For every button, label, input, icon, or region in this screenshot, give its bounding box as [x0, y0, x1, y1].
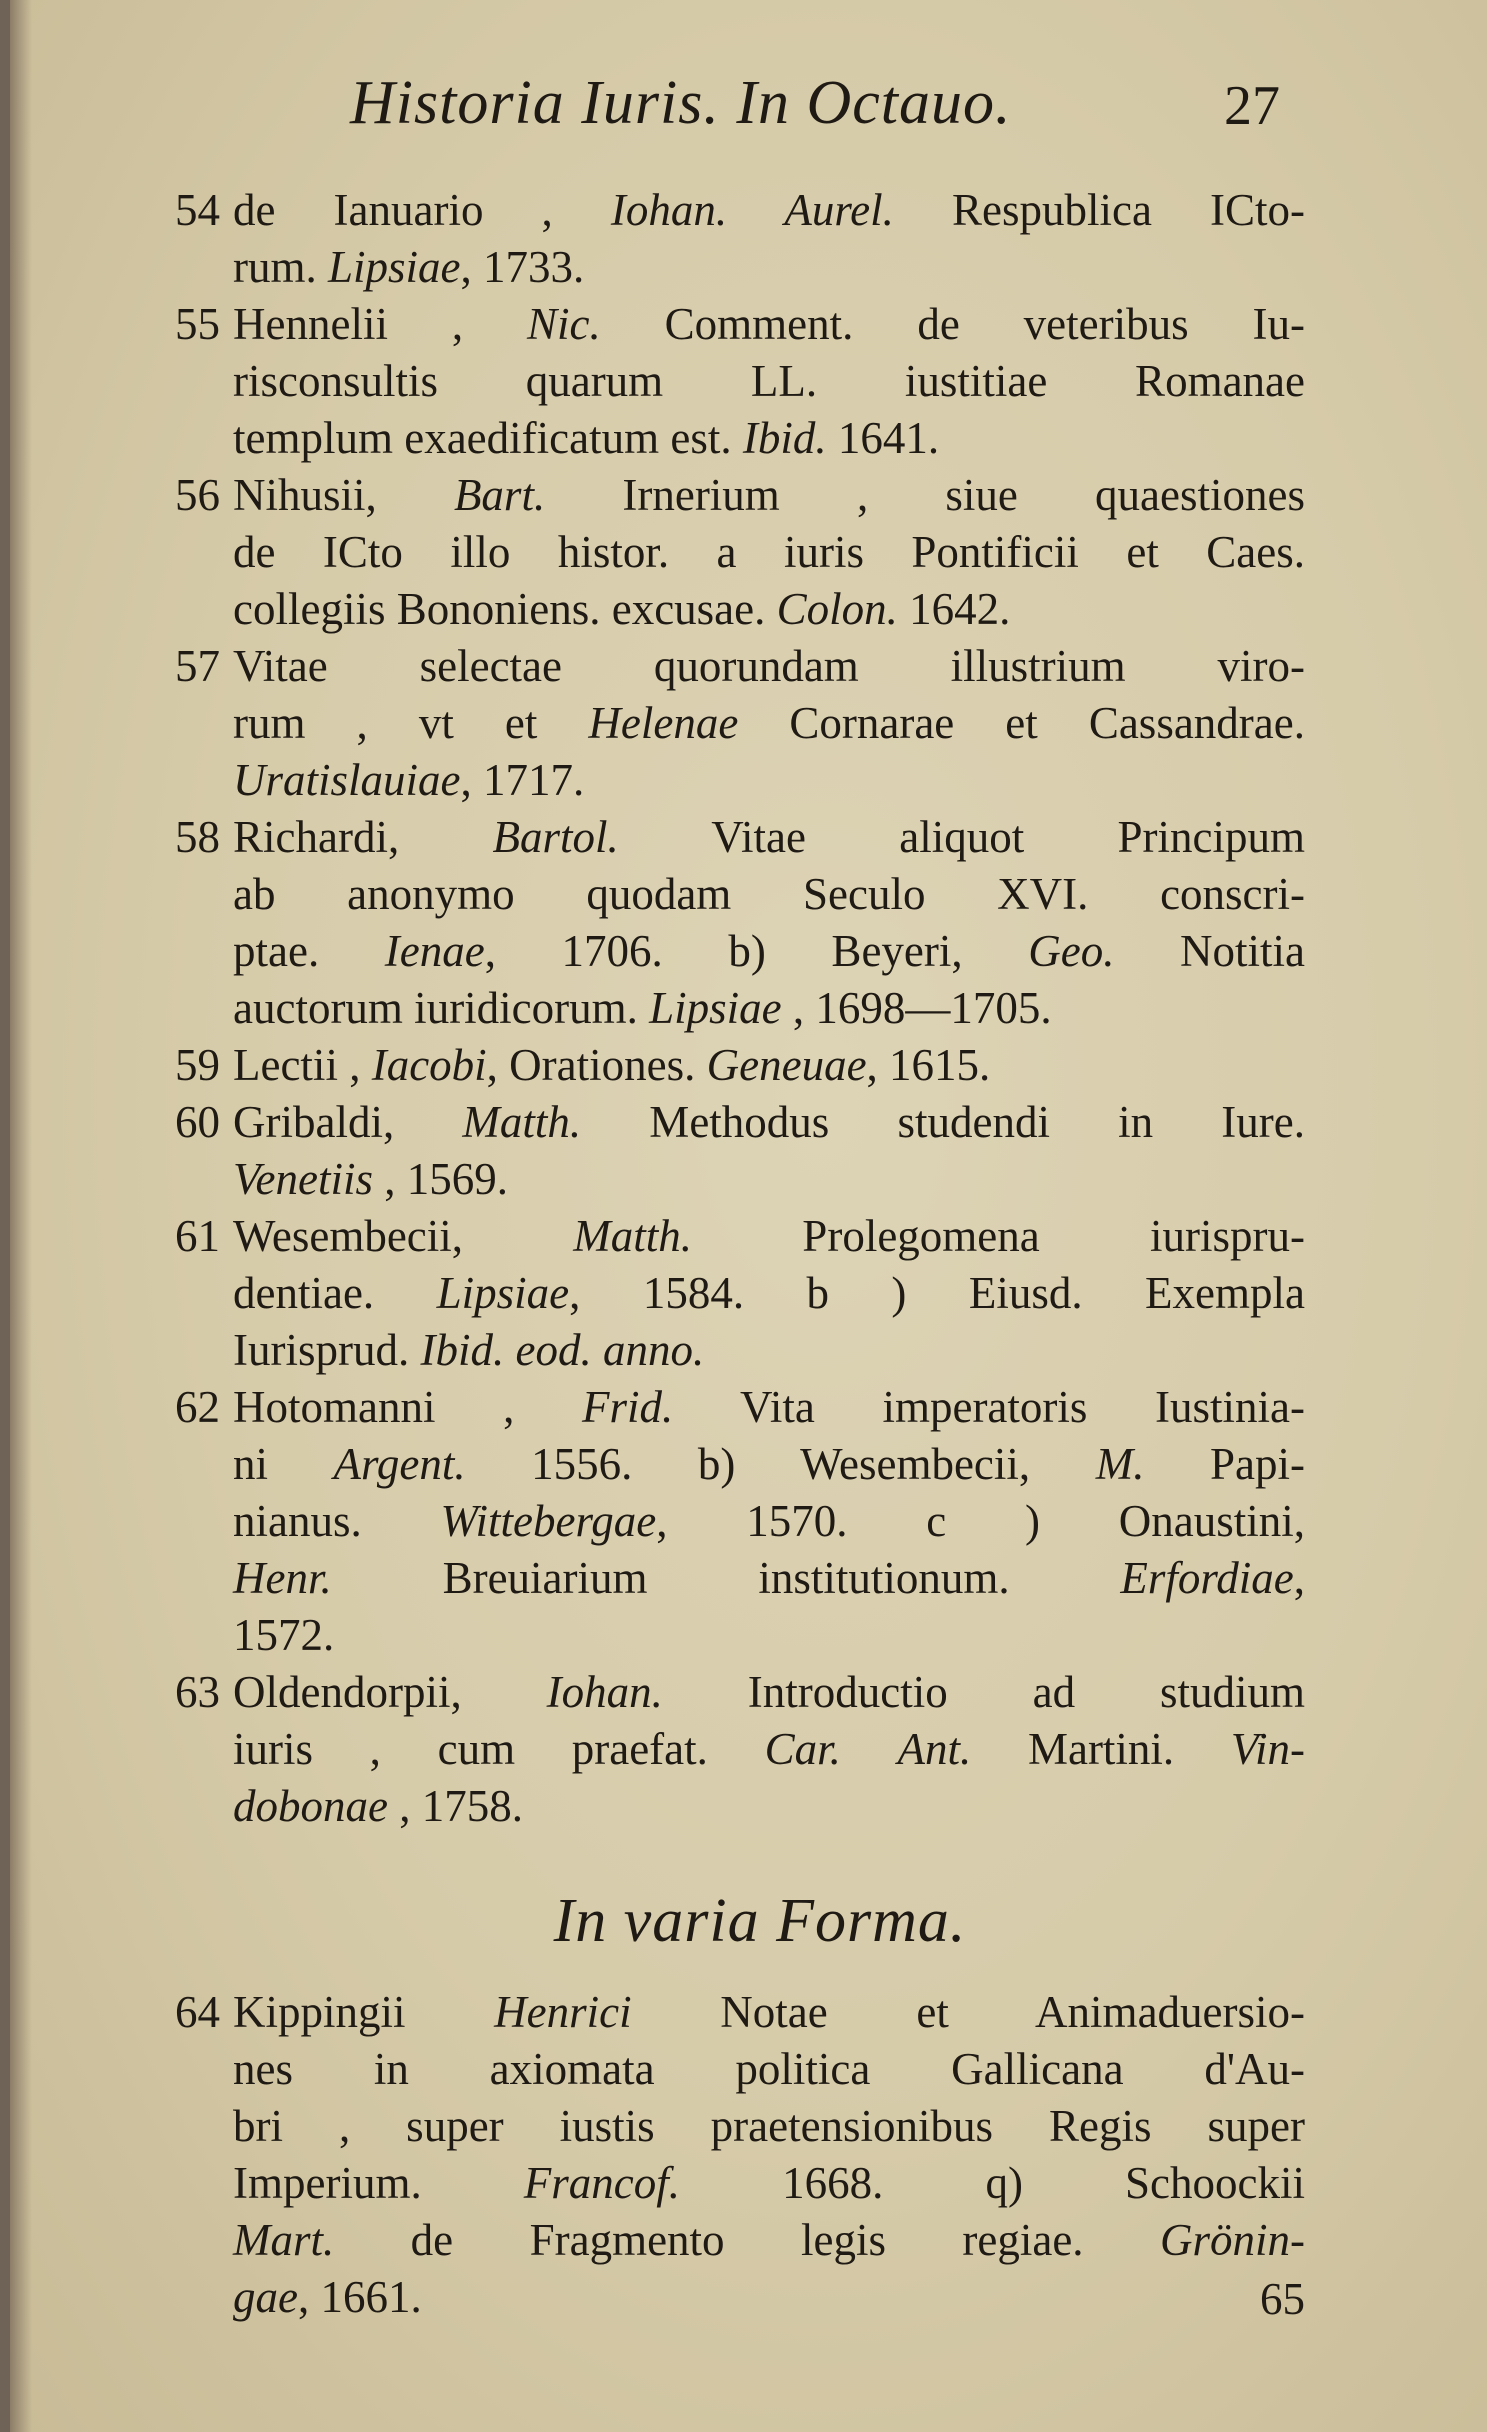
- text-segment: Kippingii: [233, 1987, 495, 2037]
- text-segment: ab anonymo quodam Seculo XVI. conscri-: [233, 869, 1305, 919]
- italic-segment: Wittebergae: [440, 1496, 657, 1546]
- running-header: [350, 68, 1280, 158]
- text-line: [233, 467, 1305, 524]
- text-segment: Wesembecii,: [233, 1211, 574, 1261]
- text-segment: Papi-: [1144, 1439, 1305, 1489]
- text-segment: 1642.: [897, 584, 1011, 634]
- bibliography-entry: [175, 467, 1305, 638]
- text-line: [233, 1436, 1305, 1493]
- text-line: [233, 353, 1305, 410]
- text-segment: , 1570. c ) Onaustini,: [656, 1496, 1305, 1546]
- text-line: [233, 581, 1305, 638]
- text-line: [233, 296, 1305, 353]
- italic-segment: Bartol.: [492, 812, 619, 862]
- italic-segment: Uratislauiae: [233, 755, 461, 805]
- text-segment: Gribaldi,: [233, 1097, 463, 1147]
- text-line: [233, 2155, 1305, 2212]
- text-segment: , 1706. b) Beyeri,: [484, 926, 1029, 976]
- italic-segment: M.: [1095, 1439, 1145, 1489]
- bibliography-entry: [175, 1094, 1305, 1208]
- running-title: Historia Iuris. In Octauo.: [350, 69, 1012, 137]
- text-segment: , 1698—1705.: [781, 983, 1052, 1033]
- text-segment: , Orationes.: [486, 1040, 707, 1090]
- text-segment: Richardi,: [233, 812, 493, 862]
- entry-number: 64: [175, 1987, 220, 2037]
- text-segment: ptae.: [233, 926, 385, 976]
- text-segment: 1556. b) Wesembecii,: [465, 1439, 1096, 1489]
- italic-segment: Geo.: [1028, 926, 1115, 976]
- text-segment: Methodus studendi in Iure.: [581, 1097, 1306, 1147]
- text-segment: de Ianuario ,: [233, 185, 611, 235]
- section-heading: In varia Forma.: [553, 1887, 967, 1955]
- entry-number: 56: [175, 470, 220, 520]
- italic-segment: Lipsiae: [328, 242, 461, 292]
- text-line: [233, 1778, 1305, 1835]
- italic-segment: Henrici: [494, 1987, 632, 2037]
- page-number: 27: [1224, 75, 1280, 137]
- text-segment: Breuiarium institutionum.: [331, 1553, 1121, 1603]
- italic-segment: Colon.: [776, 584, 898, 634]
- text-segment: templum exaedificatum est.: [233, 413, 743, 463]
- text-segment: 1668. q) Schoockii: [680, 2158, 1306, 2208]
- text-segment: , 1733.: [460, 242, 585, 292]
- text-segment: Vita imperatoris Iustinia-: [673, 1382, 1305, 1432]
- bibliography-entry: [175, 1984, 1305, 2326]
- italic-segment: Francof.: [523, 2158, 681, 2208]
- italic-segment: Iacobi: [371, 1040, 487, 1090]
- text-line: [233, 2269, 1305, 2326]
- italic-segment: Mart.: [233, 2215, 335, 2265]
- text-line: [233, 1208, 1305, 1265]
- text-line: [233, 2041, 1305, 2098]
- text-line: [233, 866, 1305, 923]
- text-segment: Respublica ICto-: [893, 185, 1305, 235]
- text-segment: [841, 1724, 898, 1774]
- italic-segment: gae: [233, 2272, 298, 2322]
- text-line: [233, 752, 1305, 809]
- entry-number: 58: [175, 812, 220, 862]
- bibliography-entry: [175, 638, 1305, 809]
- text-line: [233, 809, 1305, 866]
- italic-segment: Lipsiae: [649, 983, 782, 1033]
- entry-number: 62: [175, 1382, 220, 1432]
- text-segment: auctorum iuridicorum.: [233, 983, 650, 1033]
- bibliography-entry: [175, 1037, 1305, 1094]
- italic-segment: Helenae: [588, 698, 739, 748]
- text-line: [233, 1721, 1305, 1778]
- text-line: [233, 923, 1305, 980]
- text-segment: Nihusii,: [233, 470, 454, 520]
- italic-segment: Henr.: [233, 1553, 332, 1603]
- text-segment: 1641.: [826, 413, 940, 463]
- text-segment: nes in axiomata politica Gallicana d'Au-: [233, 2044, 1305, 2094]
- text-segment: , 1569.: [372, 1154, 508, 1204]
- italic-segment: Ienae: [384, 926, 485, 976]
- text-segment: collegiis Bononiens. excusae.: [233, 584, 777, 634]
- text-segment: rum.: [233, 242, 328, 292]
- italic-segment: Matth.: [462, 1097, 582, 1147]
- text-segment: , 1584. b ) Eiusd. Exempla: [569, 1268, 1305, 1318]
- text-segment: , 1615.: [866, 1040, 991, 1090]
- text-line: [233, 980, 1305, 1037]
- text-line: [233, 239, 1305, 296]
- catchword: 65: [1260, 2274, 1305, 2324]
- text-line: [233, 1151, 1305, 1208]
- entry-number: 61: [175, 1211, 220, 1261]
- text-line: [233, 1322, 1305, 1379]
- entry-number: 55: [175, 299, 220, 349]
- text-segment: Iurisprud.: [233, 1325, 421, 1375]
- italic-segment: Lipsiae: [436, 1268, 570, 1318]
- italic-segment: Ibid. eod. anno.: [420, 1325, 705, 1375]
- text-line: [233, 1984, 1305, 2041]
- text-segment: iuris , cum praefat.: [233, 1724, 765, 1774]
- entry-number: 60: [175, 1097, 220, 1147]
- text-segment: de ICto illo histor. a iuris Pontificii et Caes.: [233, 527, 1305, 577]
- italic-segment: Iohan. Aurel.: [610, 185, 894, 235]
- text-line: [233, 1265, 1305, 1322]
- italic-segment: Car.: [764, 1724, 841, 1774]
- text-line: [233, 410, 1305, 467]
- text-block: [175, 182, 1305, 2326]
- text-segment: dentiae.: [233, 1268, 437, 1318]
- entries-list-varia: [175, 1984, 1305, 2326]
- italic-segment: Grönin-: [1160, 2215, 1305, 2265]
- text-segment: nianus.: [233, 1496, 441, 1546]
- italic-segment: Venetiis: [233, 1154, 373, 1204]
- text-line: [233, 1379, 1305, 1436]
- italic-segment: Iohan.: [546, 1667, 663, 1717]
- text-line: [233, 2098, 1305, 2155]
- text-segment: Oldendorpii,: [233, 1667, 547, 1717]
- text-segment: Martini.: [971, 1724, 1231, 1774]
- italic-segment: Erfordiae: [1120, 1553, 1294, 1603]
- text-line: [233, 695, 1305, 752]
- text-segment: Notitia: [1114, 926, 1306, 976]
- text-segment: Notae et Animaduersio-: [631, 1987, 1305, 2037]
- text-segment: ni: [233, 1439, 334, 1489]
- text-segment: risconsultis quarum LL. iustitiae Romanae: [233, 356, 1305, 406]
- text-segment: Hotomanni ,: [233, 1382, 582, 1432]
- text-line: [233, 1037, 1305, 1094]
- text-segment: , 1717.: [460, 755, 585, 805]
- text-segment: Prolegomena iurispru-: [692, 1211, 1305, 1261]
- text-line: [233, 1493, 1305, 1550]
- text-segment: , 1758.: [387, 1781, 523, 1831]
- bibliography-entry: [175, 1379, 1305, 1664]
- text-line: [233, 1550, 1305, 1607]
- italic-segment: Argent.: [333, 1439, 466, 1489]
- italic-segment: dobonae: [233, 1781, 388, 1831]
- text-segment: rum , vt et: [233, 698, 589, 748]
- text-line: [233, 524, 1305, 581]
- italic-segment: Geneuae: [706, 1040, 867, 1090]
- entry-number: 54: [175, 185, 220, 235]
- text-segment: Cornarae et Cassandrae.: [738, 698, 1305, 748]
- italic-segment: Nic.: [527, 299, 601, 349]
- italic-segment: Vin-: [1230, 1724, 1305, 1774]
- text-segment: 1572.: [233, 1610, 335, 1660]
- italic-segment: Matth.: [573, 1211, 693, 1261]
- text-line: [233, 2212, 1305, 2269]
- text-segment: de Fragmento legis regiae.: [334, 2215, 1160, 2265]
- text-segment: Lectii ,: [233, 1040, 372, 1090]
- text-line: [233, 182, 1305, 239]
- text-segment: Irnerium , siue quaestiones: [545, 470, 1305, 520]
- bibliography-entry: [175, 809, 1305, 1037]
- text-segment: Imperium.: [233, 2158, 524, 2208]
- entry-number: 57: [175, 641, 220, 691]
- italic-segment: Bart.: [453, 470, 546, 520]
- italic-segment: Ibid.: [742, 413, 827, 463]
- text-segment: ,: [1293, 1553, 1305, 1603]
- text-line: [233, 1607, 1305, 1664]
- entries-list: [175, 182, 1305, 1835]
- text-segment: Hennelii ,: [233, 299, 528, 349]
- text-line: [233, 1094, 1305, 1151]
- book-page: [10, 0, 1487, 2432]
- text-segment: , 1661.: [297, 2272, 422, 2322]
- text-segment: bri , super iustis praetensionibus Regis super: [233, 2101, 1305, 2151]
- italic-segment: Frid.: [581, 1382, 674, 1432]
- bibliography-entry: [175, 1208, 1305, 1379]
- bibliography-entry: [175, 296, 1305, 467]
- bibliography-entry: [175, 1664, 1305, 1835]
- text-segment: Vitae selectae quorundam illustrium viro-: [233, 641, 1305, 691]
- entry-number: 59: [175, 1040, 220, 1090]
- text-line: [233, 638, 1305, 695]
- text-segment: Introductio ad studium: [662, 1667, 1305, 1717]
- italic-segment: Ant.: [897, 1724, 972, 1774]
- entry-number: 63: [175, 1667, 220, 1717]
- text-line: [233, 1664, 1305, 1721]
- bibliography-entry: [175, 182, 1305, 296]
- text-segment: Vitae aliquot Principum: [618, 812, 1305, 862]
- text-segment: Comment. de veteribus Iu-: [600, 299, 1306, 349]
